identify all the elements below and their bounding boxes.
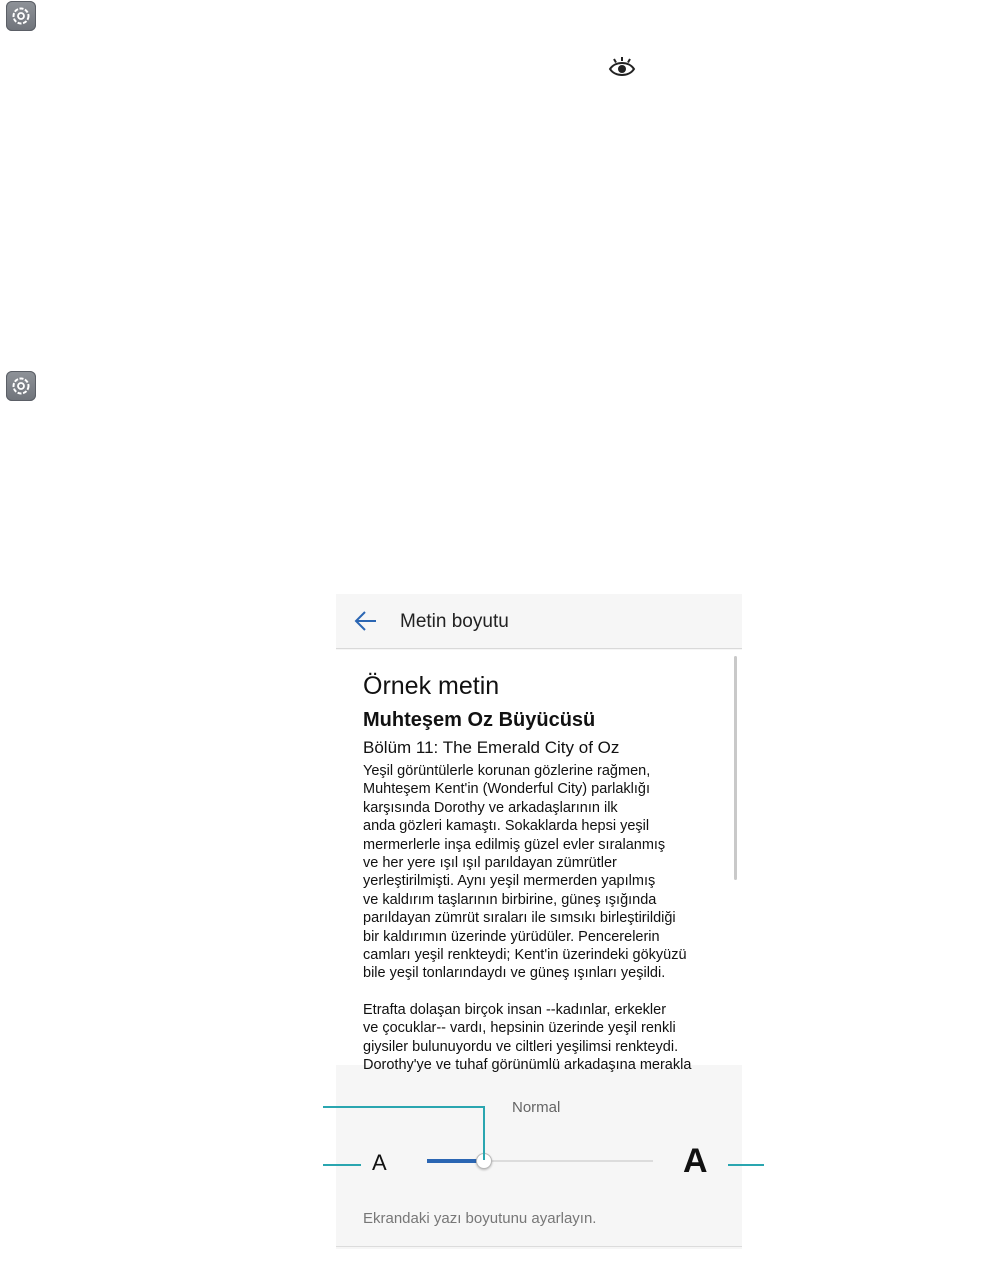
sample-paragraph: Etrafta dolaşan birçok insan --kadınlar, erkekler ve çocuklar-- vardı, hepsinin üzerinde yeşil renkli giysiler bulunuyordu ve ciltleri yeşilimsi renkteydi. Dorothy'ye ve tuhaf görünümlü arkadaşına merakla bbox=[363, 1001, 692, 1074]
callout-line bbox=[483, 1106, 485, 1160]
sample-body bbox=[363, 762, 723, 1093]
hint-text: Ekrandaki yazı boyutunu ayarlayın. bbox=[363, 1210, 597, 1227]
divider bbox=[336, 1246, 742, 1247]
large-text-label: A bbox=[683, 1142, 708, 1180]
back-arrow-icon[interactable] bbox=[354, 610, 378, 637]
sample-text-panel[interactable] bbox=[336, 650, 742, 1074]
settings-icon bbox=[6, 1, 36, 31]
text-size-value-label: Normal bbox=[512, 1099, 561, 1116]
callout-line bbox=[323, 1164, 361, 1166]
scrollbar[interactable] bbox=[734, 656, 737, 880]
eye-comfort-icon bbox=[608, 55, 636, 84]
callout-line bbox=[323, 1106, 485, 1108]
sample-heading: Örnek metin bbox=[363, 672, 500, 700]
small-text-label: A bbox=[372, 1150, 387, 1175]
text-size-screen bbox=[336, 594, 742, 1249]
sample-book-title: Muhteşem Oz Büyücüsü bbox=[363, 709, 596, 731]
page-title: Metin boyutu bbox=[400, 611, 509, 632]
sample-chapter: Bölüm 11: The Emerald City of Oz bbox=[363, 738, 620, 757]
sample-paragraph: Yeşil görüntülerle korunan gözlerine rağmen, Muhteşem Kent'in (Wonderful City) parlaklığı karşısında Dorothy ve arkadaşlarının ilk anda gözleri kamaştı. Sokaklarda hepsi yeşil mermerlerle inşa edilmiş güzel evler sıralanmış ve her yere ışıl ışıl parıldayan zümrütler yerleştirilmişti. Aynı yeşil mermerden yapılmış ve kaldırım taşlarının birbirine, güneş ışığında parıldayan zümrüt sıraları ile sımsıkı birleştirildiği bir kaldırımın üzerinde yürüdüler. Pencerelerin camları yeşil renkteydi; Kent'in üzerindeki gökyüzü bile yeşil tonlarındaydı ve güneş ışınları yeşildi. bbox=[363, 763, 687, 982]
settings-icon bbox=[6, 371, 36, 401]
callout-line bbox=[728, 1164, 764, 1166]
header-bar bbox=[336, 594, 742, 649]
